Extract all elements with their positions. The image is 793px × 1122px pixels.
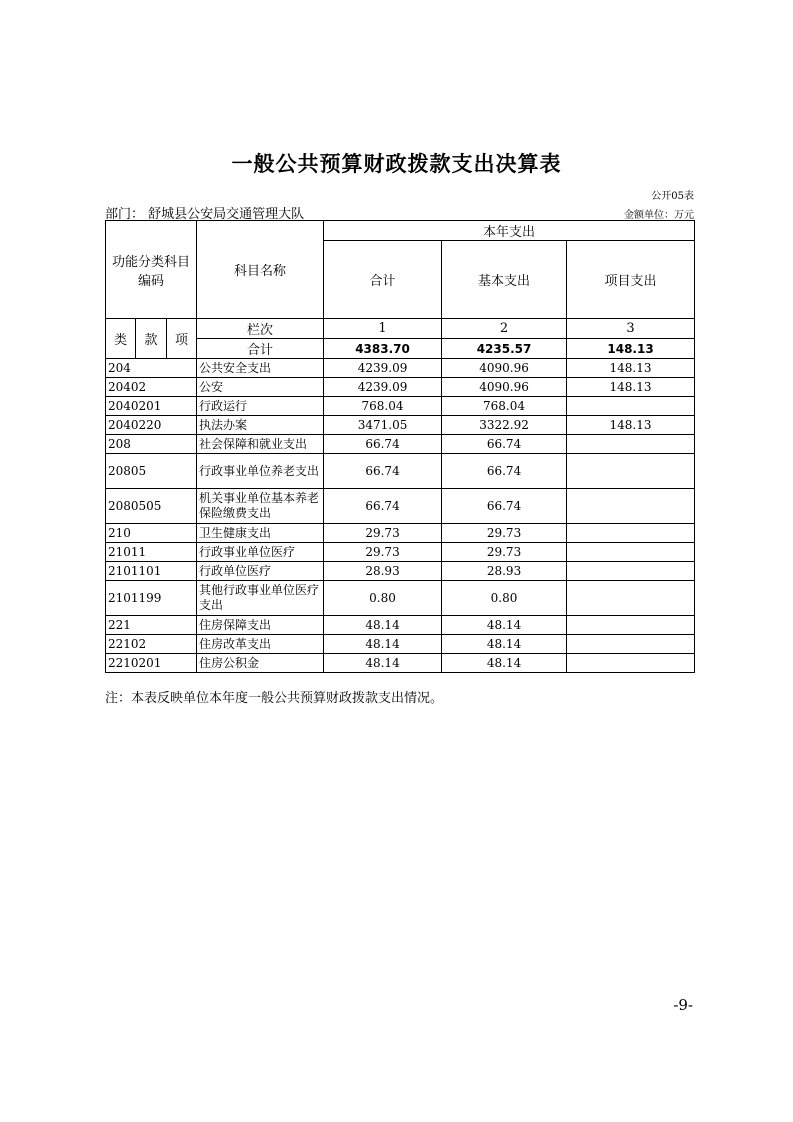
row-total: 0.80 [324, 581, 442, 616]
column-order-label: 栏次 [197, 319, 324, 339]
row-project [567, 616, 695, 635]
form-number: 公开05表 [651, 191, 694, 202]
row-subject-name: 行政事业单位医疗 [197, 543, 324, 562]
row-code: 2101199 [106, 581, 197, 616]
row-total: 3471.05 [324, 416, 442, 435]
row-total: 768.04 [324, 397, 442, 416]
basic-header: 基本支出 [442, 241, 567, 319]
row-basic: 3322.92 [442, 416, 567, 435]
column-order-row [106, 319, 695, 339]
row-project [567, 654, 695, 673]
row-code: 20402 [106, 378, 197, 397]
table-row [106, 489, 695, 524]
row-project [567, 543, 695, 562]
row-subject-name: 住房保障支出 [197, 616, 324, 635]
row-basic: 4090.96 [442, 378, 567, 397]
row-basic: 48.14 [442, 616, 567, 635]
department-label: 部门： 舒城县公安局交通管理大队 [105, 207, 305, 222]
row-code: 22102 [106, 635, 197, 654]
row-basic: 0.80 [442, 581, 567, 616]
table-row [106, 635, 695, 654]
row-project [567, 635, 695, 654]
row-project [567, 489, 695, 524]
current-year-header: 本年支出 [324, 221, 695, 241]
table-row [106, 524, 695, 543]
row-project [567, 524, 695, 543]
row-project: 148.13 [567, 359, 695, 378]
subject-name-header: 科目名称 [197, 221, 324, 319]
row-code: 2101101 [106, 562, 197, 581]
row-project [567, 397, 695, 416]
row-basic: 28.93 [442, 562, 567, 581]
row-basic: 4090.96 [442, 359, 567, 378]
row-basic: 29.73 [442, 524, 567, 543]
col-1-number: 1 [324, 319, 442, 339]
row-total: 28.93 [324, 562, 442, 581]
grand-project-value: 148.13 [567, 339, 695, 359]
table-row [106, 359, 695, 378]
row-total: 48.14 [324, 616, 442, 635]
row-code: 2040220 [106, 416, 197, 435]
row-project: 148.13 [567, 416, 695, 435]
header-row-1 [106, 221, 695, 241]
lei-header: 类 [106, 319, 136, 359]
row-code: 21011 [106, 543, 197, 562]
grand-total-label: 合计 [197, 339, 324, 359]
row-basic: 66.74 [442, 489, 567, 524]
row-subject-name: 机关事业单位基本养老保险缴费支出 [197, 489, 324, 524]
row-subject-name: 公安 [197, 378, 324, 397]
amount-unit-label: 金额单位：万元 [624, 210, 694, 221]
row-subject-name: 卫生健康支出 [197, 524, 324, 543]
table-row [106, 616, 695, 635]
xiang-header: 项 [167, 319, 197, 359]
table-row [106, 581, 695, 616]
row-project: 148.13 [567, 378, 695, 397]
table-row [106, 435, 695, 454]
total-header: 合计 [324, 241, 442, 319]
row-total: 48.14 [324, 654, 442, 673]
page-title: 一般公共预算财政拨款支出决算表 [231, 152, 562, 176]
row-subject-name: 执法办案 [197, 416, 324, 435]
table-row [106, 654, 695, 673]
row-total: 66.74 [324, 489, 442, 524]
row-code: 2040201 [106, 397, 197, 416]
grand-total-value: 4383.70 [324, 339, 442, 359]
table-row [106, 454, 695, 489]
row-basic: 66.74 [442, 454, 567, 489]
row-total: 29.73 [324, 543, 442, 562]
row-code: 210 [106, 524, 197, 543]
row-subject-name: 行政运行 [197, 397, 324, 416]
row-subject-name: 行政单位医疗 [197, 562, 324, 581]
row-project [567, 435, 695, 454]
row-subject-name: 行政事业单位养老支出 [197, 454, 324, 489]
row-basic: 48.14 [442, 635, 567, 654]
row-code: 2210201 [106, 654, 197, 673]
col-3-number: 3 [567, 319, 695, 339]
row-code: 20805 [106, 454, 197, 489]
kuan-header: 款 [136, 319, 167, 359]
col-2-number: 2 [442, 319, 567, 339]
footnote: 注：本表反映单位本年度一般公共预算财政拨款支出情况。 [105, 691, 444, 706]
row-code: 221 [106, 616, 197, 635]
budget-expenditure-table [105, 220, 695, 673]
row-code: 208 [106, 435, 197, 454]
row-code: 204 [106, 359, 197, 378]
row-basic: 66.74 [442, 435, 567, 454]
table-row [106, 562, 695, 581]
row-project [567, 454, 695, 489]
table-row [106, 378, 695, 397]
row-basic: 48.14 [442, 654, 567, 673]
row-project [567, 562, 695, 581]
row-subject-name: 住房公积金 [197, 654, 324, 673]
table-row [106, 397, 695, 416]
func-code-header: 功能分类科目编码 [106, 221, 197, 319]
row-total: 4239.09 [324, 359, 442, 378]
row-subject-name: 其他行政事业单位医疗支出 [197, 581, 324, 616]
row-total: 48.14 [324, 635, 442, 654]
row-total: 66.74 [324, 435, 442, 454]
grand-basic-value: 4235.57 [442, 339, 567, 359]
table-row [106, 416, 695, 435]
row-total: 66.74 [324, 454, 442, 489]
table-row [106, 543, 695, 562]
row-project [567, 581, 695, 616]
row-total: 29.73 [324, 524, 442, 543]
row-basic: 29.73 [442, 543, 567, 562]
row-subject-name: 公共安全支出 [197, 359, 324, 378]
row-total: 4239.09 [324, 378, 442, 397]
row-subject-name: 住房改革支出 [197, 635, 324, 654]
row-code: 2080505 [106, 489, 197, 524]
row-subject-name: 社会保障和就业支出 [197, 435, 324, 454]
page-number: -9- [673, 996, 693, 1014]
row-basic: 768.04 [442, 397, 567, 416]
project-header: 项目支出 [567, 241, 695, 319]
